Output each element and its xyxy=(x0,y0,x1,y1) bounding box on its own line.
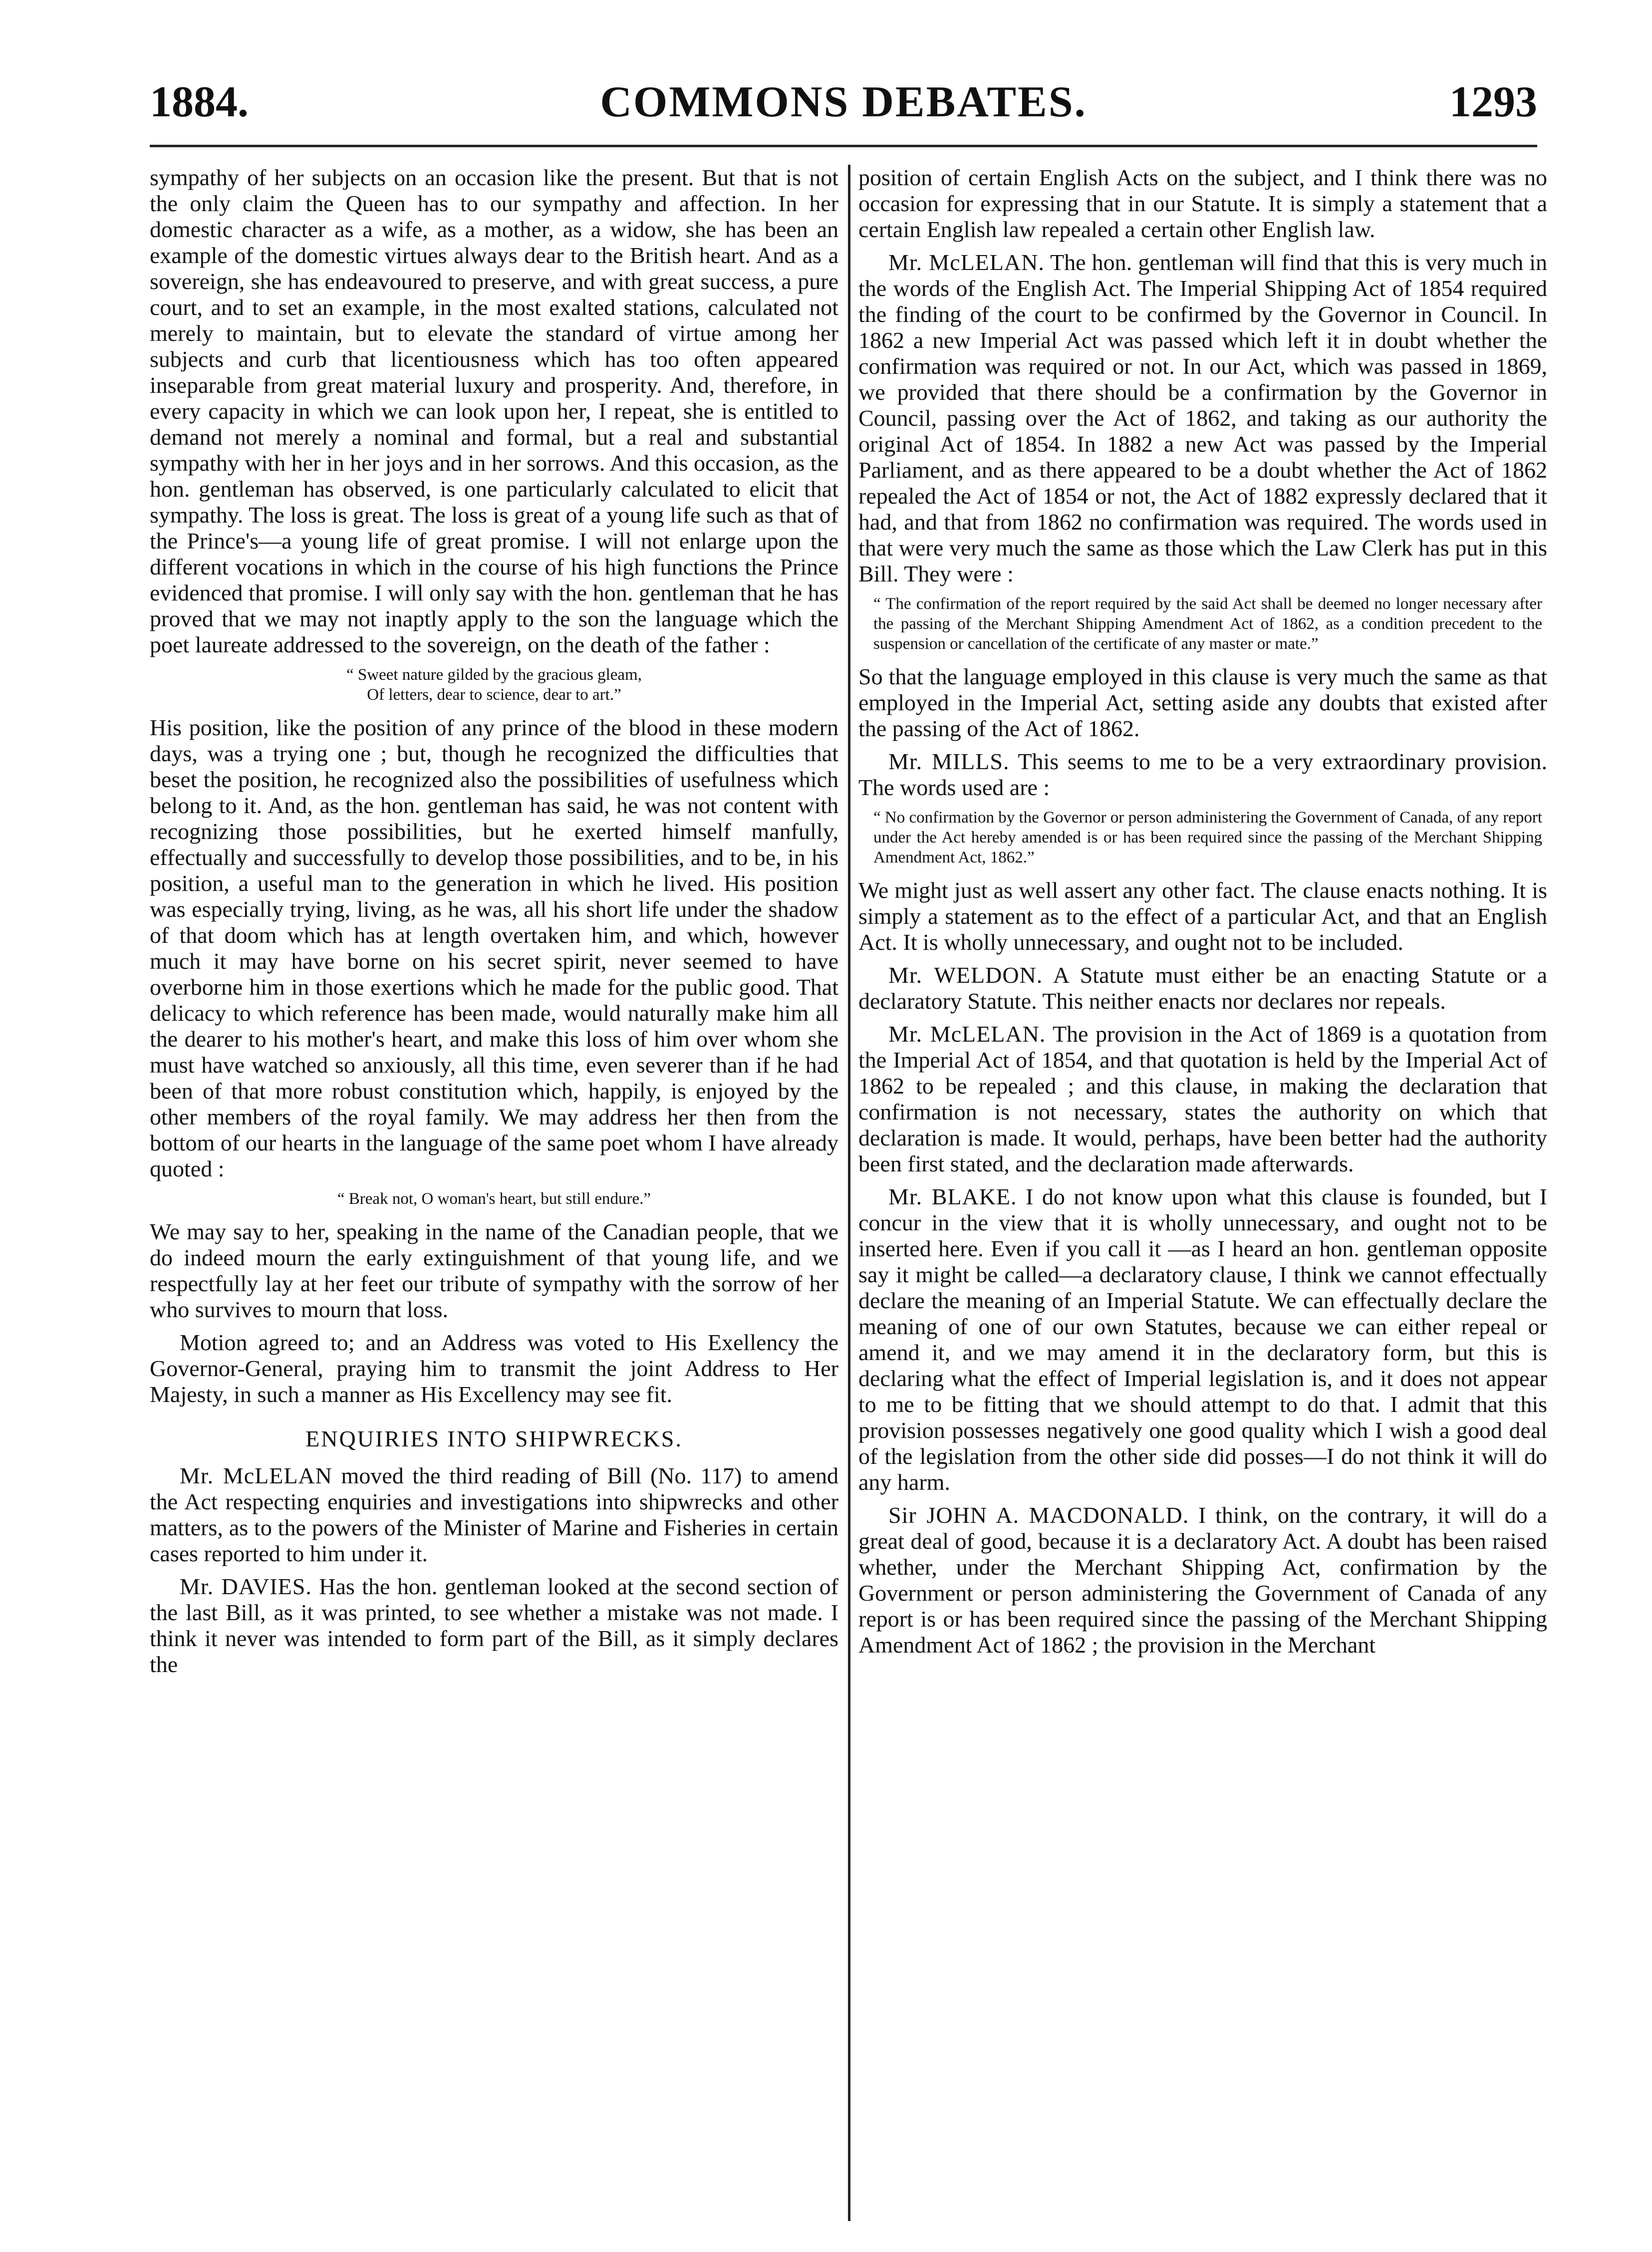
speech-paragraph xyxy=(150,1463,838,1567)
speaker-name: Sir JOHN A. MACDONALD. xyxy=(888,1502,1189,1528)
speech-text: The provision in the Act of 1869 is a quotation from the Imperial Act of 1854, and that quotation is held by the Imperial Act of 1862 to be repealed ; and this clause, in making the declaration that confirmation is not necessary, states the authority on which that declaration is made. It would, perhaps, have been better had the authority been first stated, and the declaration made afterwards. xyxy=(858,1021,1547,1176)
poem-line: “ Sweet nature gilded by the gracious gleam, xyxy=(346,666,642,684)
speech-paragraph xyxy=(858,250,1547,587)
poem-quote xyxy=(150,1189,838,1209)
speech-text: This seems to me to be a very extraordinary provision. The words used are : xyxy=(858,749,1547,800)
paragraph: So that the language employed in this clause is very much the same as that employed in the Imperial Act, setting aside any doubts that existed after the passing of the Act of 1862. xyxy=(858,664,1547,741)
speech-text: moved the third reading of Bill (No. 117) to amend the Act respecting enquiries and investigations into shipwrecks and other matters, as to the powers of the Minister of Marine and Fisheries in certain cases reported to him under it. xyxy=(150,1463,838,1566)
paragraph: We might just as well assert any other fact. The clause enacts nothing. It is simply a statement as to the effect of a particular Act, and that an English Act. It is wholly unnecessary, and ought not to be included. xyxy=(858,877,1547,955)
speaker-name: Mr. WELDON. xyxy=(888,962,1043,988)
paragraph: His position, like the position of any prince of the blood in these modern days, was a trying one ; but, though he recognized the difficulties that beset the position, he recognized also the possibilities of usefulness which belong to it. And, as the hon. gentleman has said, he was not content with recognizing those possibilities, but he exerted himself manfully, effectually and successfully to develop those possibilities, and to be, in his position, a useful man to the generation in which he lived. His position was especially trying, living, as he was, all his short life under the shadow of that doom which has at length overtaken him, and which, however much it may have borne on his secret spirit, never seemed to have overborne him in those exertions which he made for the public good. That delicacy to which reference has been made, would naturally make him all the dearer to his mother's heart, and make this loss of him over whom she must have watched so anxiously, all this time, even severer than if he had been of that more robust constitution which, happily, is enjoyed by the other members of the royal family. We may address her then from the bottom of our hearts in the language of the same poet whom I have already quoted : xyxy=(150,715,838,1181)
speech-text: I think, on the contrary, it will do a great deal of good, because it is a declaratory Act. A doubt has been raised whether, under the Merchant Shipping Act, confirmation by the Government or person administering the Government of Canada of any report is or has been required since the passing of the Merchant Shipping Amendment Act of 1862 ; the provision in the Merchant xyxy=(858,1502,1547,1658)
speaker-name: Mr. MILLS. xyxy=(888,749,1010,774)
statute-quote: “ The confirmation of the report required by the said Act shall be deemed no longer necessary after the passing of the Merchant Shipping Amendment Act of 1862, as a condition precedent to the suspension or cancellation of the certificate of any master or mate.” xyxy=(873,595,1542,653)
poem-line: “ Break not, O woman's heart, but still endure.” xyxy=(337,1190,651,1208)
speech-text: A Statute must either be an enacting Statute or a declaratory Statute. This neither enacts nor declares nor repeals. xyxy=(858,962,1547,1014)
poem-quote xyxy=(150,665,838,705)
speech-text: I do not know upon what this clause is founded, but I concur in the view that it is wholly unnecessary, and ought not to be inserted here. Even if you call it —as I heard an hon. gentleman opposite say it might be called—a declaratory clause, I think we cannot effectually declare the meaning of an Imperial Statute. We can effectually declare the meaning of one of our own Statutes, because we can either repeal or amend it, and we may amend it in the declaratory form, but this is declaring what the effect of Imperial legislation is, and it does not appear to me to be fitting that we should attempt to do that. I admit that this provision possesses negatively one good quality which I wish a good deal of the legislation from the other side did posses—I do not think it will do any harm. xyxy=(858,1184,1547,1495)
statute-quote: “ No confirmation by the Governor or person administering the Government of Canada, of any report under the Act hereby amended is or has been required since the passing of the Merchant Shipping Amendment Act, 1862.” xyxy=(873,809,1542,866)
header-page-number: 1293 xyxy=(1449,78,1537,126)
speaker-name: Mr. BLAKE. xyxy=(888,1184,1017,1209)
paragraph: Motion agreed to; and an Address was voted to His Exellency the Governor-General, praying him to transmit the joint Address to Her Majesty, in such a manner as His Excellency may see fit. xyxy=(150,1330,838,1407)
header-title: COMMONS DEBATES. xyxy=(600,78,1087,126)
column-divider xyxy=(848,165,850,2221)
right-column xyxy=(858,165,1547,2221)
speaker-name: Mr. DAVIES. xyxy=(180,1574,312,1599)
left-column xyxy=(150,165,838,2221)
speaker-name: Mr. McLELAN. xyxy=(888,250,1045,275)
speech-paragraph xyxy=(858,1502,1547,1658)
paragraph: position of certain English Acts on the subject, and I think there was no occasion for expressing that in our Statute. It is simply a statement that a certain English law repealed a certain other English law. xyxy=(858,165,1547,242)
paragraph: sympathy of her subjects on an occasion like the present. But that is not the only claim the Queen has to our sympathy and affection. In her domestic character as a wife, as a mother, as a widow, she has been an example of the domestic virtues always dear to the British heart. And as a sovereign, she has endeavoured to preserve, and with great success, a pure court, and to set an example, in the most exalted stations, calculated not merely to maintain, but to elevate the standard of virtue among her subjects and curb that licentiousness which has too often appeared inseparable from great material luxury and prosperity. And, therefore, in every capacity in which we can look upon her, I repeat, she is entitled to demand not merely a nominal and formal, but a real and substantial sympathy with her in her joys and in her sorrows. And this occasion, as the hon. gentleman has observed, is one particularly calculated to elicit that sympathy. The loss is great. The loss is great of a young life such as that of the Prince's—a young life of great promise. I will not enlarge upon the different vocations in which in the course of his high functions the Prince evidenced that promise. I will only say with the hon. gentleman that he has proved that we may not inaptly apply to the son the language which the poet laureate addressed to the sovereign, on the death of the father : xyxy=(150,165,838,657)
speech-text: Has the hon. gentleman looked at the second section of the last Bill, as it was printed, to see whether a mistake was not made. I think it never was intended to form part of the Bill, as it simply declares the xyxy=(150,1574,838,1677)
speech-paragraph xyxy=(858,1021,1547,1177)
speech-paragraph xyxy=(858,1184,1547,1495)
speaker-name: Mr. McLELAN. xyxy=(888,1021,1046,1047)
page-header xyxy=(150,75,1537,140)
speech-text: The hon. gentleman will find that this is very much in the words of the English Act. The Imperial Shipping Act of 1854 required the finding of the court to be confirmed by the Governor in Council. In 1862 a new Imperial Act was passed which left it in doubt whether the confirmation was required or not. In our Act, which was passed in 1869, we provided that there should be a confirmation by the Governor in Council, passing over the Act of 1862, and taking as our authority the original Act of 1854. In 1882 a new Act was passed by the Imperial Parliament, and as there appeared to be a doubt whether the Act of 1862 repealed the Act of 1854 or not, the Act of 1882 expressly declared that it had, and that from 1862 no confirmation was required. The words used in that were very much the same as those which the Law Clerk has put in this Bill. They were : xyxy=(858,250,1547,586)
speech-paragraph xyxy=(150,1574,838,1678)
speech-paragraph xyxy=(858,749,1547,801)
paragraph: We may say to her, speaking in the name of the Canadian people, that we do indeed mourn the early extinguishment of that young life, and we respectfully lay at her feet our tribute of sympathy with the sorrow of her who survives to mourn that loss. xyxy=(150,1219,838,1322)
section-heading: ENQUIRIES INTO SHIPWRECKS. xyxy=(305,1426,683,1451)
header-year: 1884. xyxy=(150,78,249,126)
speaker-name: Mr. McLELAN xyxy=(180,1463,332,1488)
header-rule xyxy=(150,145,1537,147)
speech-paragraph xyxy=(858,962,1547,1014)
poem-line: Of letters, dear to science, dear to art.” xyxy=(367,686,621,704)
